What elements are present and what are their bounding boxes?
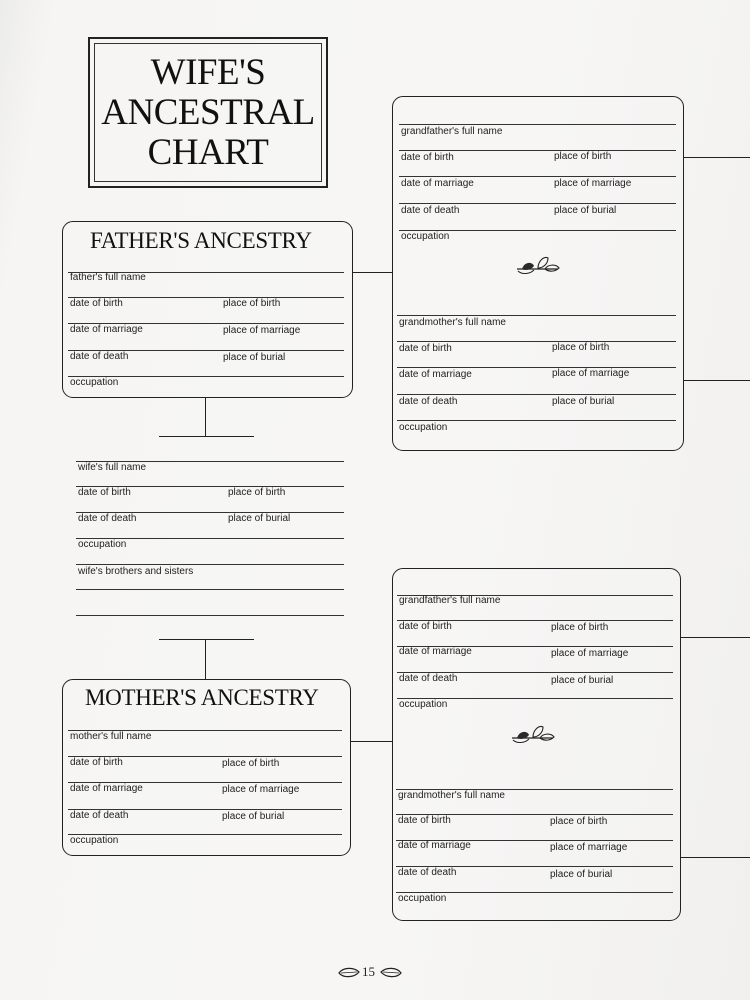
- wife-siblings-line-2[interactable]: [76, 589, 344, 590]
- wife-siblings-label: wife's brothers and sisters: [78, 566, 194, 577]
- paternal-grandfather-birth-line[interactable]: [399, 150, 676, 151]
- father-full-name-label: father's full name: [70, 272, 146, 283]
- father-place-of-marriage-label: place of marriage: [223, 325, 301, 336]
- father-date-of-marriage-label: date of marriage: [70, 324, 143, 335]
- paternal-grandmother-date-of-death-label: date of death: [399, 396, 458, 407]
- mother-up-connector: [205, 640, 206, 680]
- title-line-3: CHART: [147, 131, 269, 173]
- maternal-grandfather-date-of-death-label: date of death: [399, 673, 458, 684]
- wife-place-of-birth-label: place of birth: [228, 487, 286, 498]
- father-down-connector: [205, 398, 206, 437]
- page-number-right-leaf-icon: [380, 966, 402, 979]
- paternal-grandfather-place-of-burial-label: place of burial: [554, 205, 617, 216]
- maternal-grandfather-occupation-label: occupation: [399, 699, 448, 710]
- mother-place-of-birth-label: place of birth: [222, 758, 280, 769]
- paternal-grandmother-date-of-birth-label: date of birth: [399, 343, 452, 354]
- paternal-grandmother-date-of-marriage-label: date of marriage: [399, 369, 472, 380]
- title-box: [88, 37, 328, 188]
- paternal-grandfather-date-of-death-label: date of death: [401, 205, 460, 216]
- maternal-grandmother-date-of-marriage-label: date of marriage: [398, 840, 471, 851]
- maternal-grandmother-date-of-death-label: date of death: [398, 867, 457, 878]
- maternal-grandmother-occupation-label: occupation: [398, 893, 447, 904]
- paternal-grandfather-name-line[interactable]: [399, 124, 676, 125]
- paternal-grandfather-date-of-birth-label: date of birth: [401, 152, 454, 163]
- maternal-grandmother-place-of-burial-label: place of burial: [550, 869, 613, 880]
- paternal-grandmother-name-label: grandmother's full name: [399, 317, 506, 328]
- maternal-grandfather-name-label: grandfather's full name: [399, 595, 501, 606]
- paternal-grandmother-out-connector: [684, 380, 750, 381]
- wife-siblings-line[interactable]: [76, 564, 344, 565]
- father-stub-connector: [159, 436, 254, 437]
- father-ancestry-heading: FATHER'S ANCESTRY: [90, 228, 312, 253]
- mother-ancestry-heading: MOTHER'S ANCESTRY: [85, 685, 319, 710]
- wife-full-name-label: wife's full name: [78, 462, 147, 473]
- maternal-grandfather-date-of-birth-label: date of birth: [399, 621, 452, 632]
- mother-occupation-label: occupation: [70, 835, 119, 846]
- paternal-grandmother-place-of-burial-label: place of burial: [552, 396, 615, 407]
- wife-siblings-line-3[interactable]: [76, 615, 344, 616]
- maternal-grandmother-name-label: grandmother's full name: [398, 790, 505, 801]
- maternal-grandmother-place-of-marriage-label: place of marriage: [550, 842, 628, 853]
- leaf-sprig-icon: [514, 253, 562, 277]
- mother-stub-connector: [159, 639, 254, 640]
- mother-date-of-birth-label: date of birth: [70, 757, 123, 768]
- page-number-left-leaf-icon: [338, 966, 360, 979]
- leaf-sprig-icon-2: [509, 722, 557, 746]
- paternal-grandmother-occupation-label: occupation: [399, 422, 448, 433]
- paternal-grandfather-out-connector: [684, 157, 750, 158]
- wife-occupation-label: occupation: [78, 539, 127, 550]
- mother-full-name-label: mother's full name: [70, 731, 152, 742]
- title-line-1: WIFE'S: [150, 51, 266, 93]
- paternal-grandmother-occupation-line[interactable]: [397, 420, 676, 421]
- paternal-grandmother-death-line[interactable]: [397, 394, 676, 395]
- father-place-of-burial-label: place of burial: [223, 352, 286, 363]
- mother-place-of-burial-label: place of burial: [222, 811, 285, 822]
- maternal-grandfather-date-of-marriage-label: date of marriage: [399, 646, 472, 657]
- mother-place-of-marriage-label: place of marriage: [222, 784, 300, 795]
- maternal-grandmother-place-of-birth-label: place of birth: [550, 816, 608, 827]
- paternal-grandmother-birth-line[interactable]: [397, 341, 676, 342]
- title-line-2: ANCESTRAL: [101, 91, 315, 133]
- paternal-grandfather-name-label: grandfather's full name: [401, 126, 503, 137]
- mother-to-grandparents-connector: [351, 741, 393, 742]
- wife-date-of-birth-label: date of birth: [78, 487, 131, 498]
- paternal-grandfather-marriage-line[interactable]: [399, 176, 676, 177]
- maternal-grandfather-place-of-birth-label: place of birth: [551, 622, 609, 633]
- wife-date-of-death-label: date of death: [78, 513, 137, 524]
- maternal-grandfather-out-connector: [681, 637, 750, 638]
- wife-place-of-burial-label: place of burial: [228, 513, 291, 524]
- father-full-name-line[interactable]: [68, 272, 344, 273]
- maternal-grandmother-out-connector: [681, 857, 750, 858]
- mother-date-of-marriage-label: date of marriage: [70, 783, 143, 794]
- father-date-of-death-label: date of death: [70, 351, 129, 362]
- paternal-grandmother-place-of-marriage-label: place of marriage: [552, 368, 630, 379]
- father-date-of-birth-label: date of birth: [70, 298, 123, 309]
- paternal-grandfather-occupation-label: occupation: [401, 231, 450, 242]
- page-number: 15: [362, 964, 375, 979]
- maternal-grandfather-place-of-marriage-label: place of marriage: [551, 648, 629, 659]
- paternal-grandmother-name-line[interactable]: [397, 315, 676, 316]
- mother-date-of-death-label: date of death: [70, 810, 129, 821]
- paternal-grandfather-place-of-birth-label: place of birth: [554, 151, 612, 162]
- maternal-grandmother-date-of-birth-label: date of birth: [398, 815, 451, 826]
- paternal-grandmother-marriage-line[interactable]: [397, 367, 676, 368]
- title-inner-frame: [94, 43, 322, 182]
- father-to-grandparents-connector: [353, 272, 393, 273]
- paternal-grandfather-death-line[interactable]: [399, 203, 676, 204]
- maternal-grandfather-place-of-burial-label: place of burial: [551, 675, 614, 686]
- paternal-grandfather-date-of-marriage-label: date of marriage: [401, 178, 474, 189]
- father-occupation-label: occupation: [70, 377, 119, 388]
- paternal-grandfather-place-of-marriage-label: place of marriage: [554, 178, 632, 189]
- paternal-grandmother-place-of-birth-label: place of birth: [552, 342, 610, 353]
- father-place-of-birth-label: place of birth: [223, 298, 281, 309]
